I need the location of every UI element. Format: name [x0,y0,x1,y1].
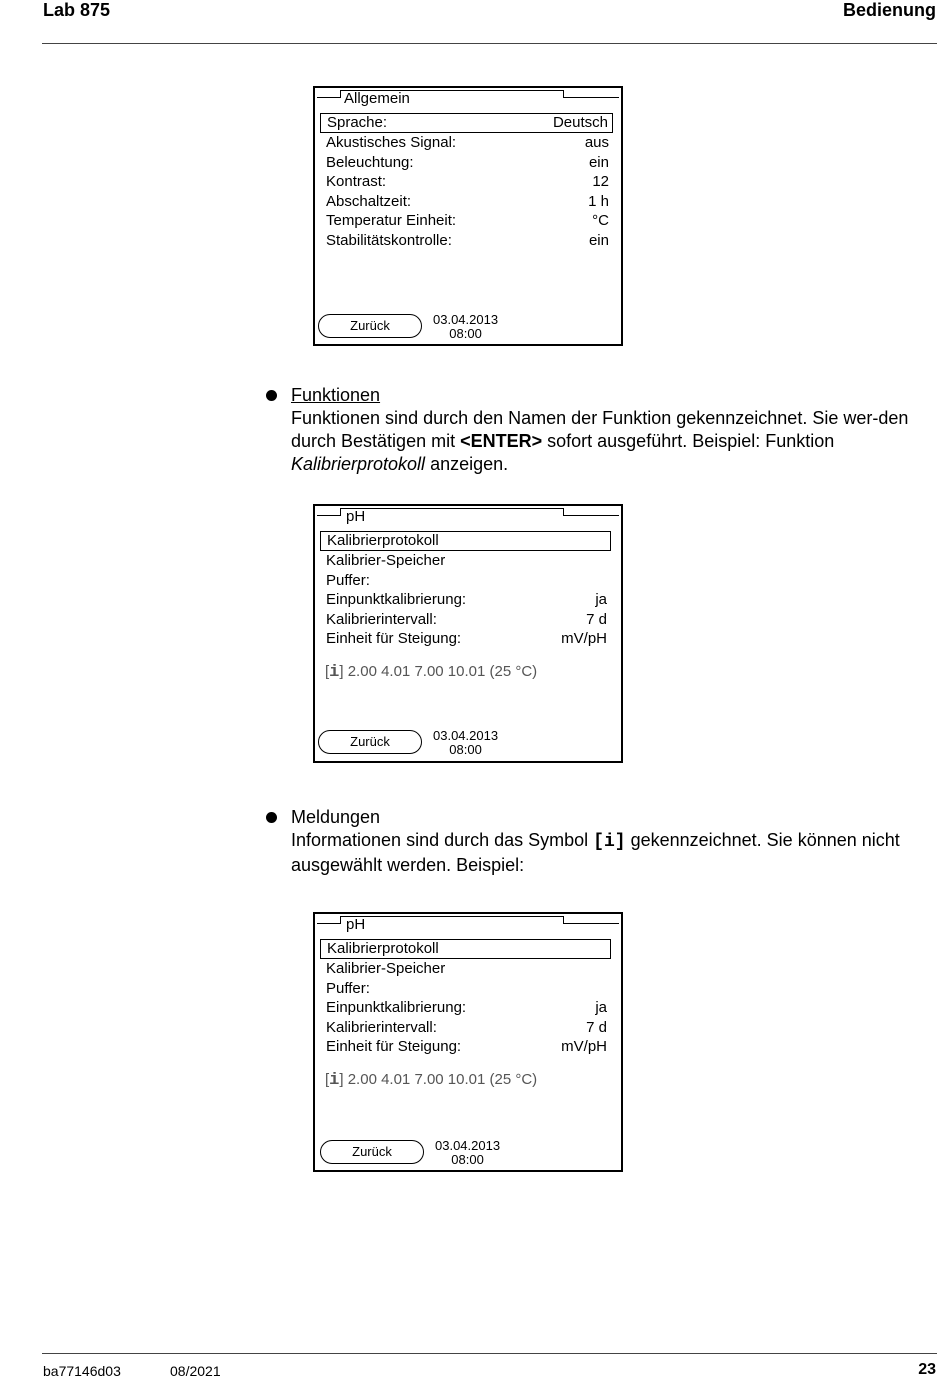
footer-divider [42,1353,937,1354]
menu-item-einheit-steigung[interactable]: Einheit für Steigung: mV/pH [326,1038,607,1055]
screen-ph-2 [313,912,623,1172]
date-text: 03.04.2013 [433,312,499,327]
bullet-icon [266,812,277,823]
menu-item-einpunktkalibrierung[interactable]: Einpunktkalibrierung: ja [326,999,607,1016]
datetime [433,729,498,757]
screen-title: Allgemein [344,90,410,107]
enter-key: <ENTER> [460,431,543,451]
ph-menu [320,939,611,1057]
info-message: [i] 2.00 4.01 7.00 10.01 (25 °C) [325,1071,538,1090]
menu-item-kalibrierprotokoll[interactable]: Kalibrierprotokoll [320,939,611,959]
info-message: [i] 2.00 4.01 7.00 10.01 (25 °C) [325,663,538,682]
menu-item-sprache[interactable]: Sprache: Deutsch [320,113,613,133]
menu-item-kalibrier-speicher[interactable]: Kalibrier-Speicher [326,552,446,569]
menu-item-kalibrierprotokoll[interactable]: Kalibrierprotokoll [320,531,611,551]
bullet-icon [266,390,277,401]
screen-title: pH [346,916,366,933]
menu-item-beleuchtung[interactable]: Beleuchtung: ein [326,153,609,171]
bullet-funktionen: Funktionen Funktionen sind durch den Namen der Funktion gekennzeichnet. Sie wer-den durch Bestätigen mit <ENTER> sofort ausgeführt. Beispiel: Funktion Kalibrierprotokoll anzeigen. [291,384,936,476]
datetime [435,1139,500,1167]
menu-item-puffer[interactable]: Puffer: [326,979,370,997]
menu-item-kalibrierintervall[interactable]: Kalibrierintervall: 7 d [326,1018,607,1036]
info-symbol: [i] [593,832,626,852]
bullet-meldungen: Meldungen Informationen sind durch das Symbol [i] gekennzeichnet. Sie können nicht ausgewählt werden. Beispiel: [291,806,936,877]
time-text: 08:00 [449,742,482,757]
menu-item-kontrast[interactable]: Kontrast: 12 [326,173,609,190]
footer-doc-id: ba77146d03 [43,1363,121,1379]
menu-item-stabilitaetskontrolle[interactable]: Stabilitätskontrolle: ein [326,231,609,249]
menu-item-akustisches-signal[interactable]: Akustisches Signal: aus [326,134,609,151]
screen-allgemein [313,86,623,346]
back-button[interactable]: Zurück [320,1140,424,1164]
time-text: 08:00 [449,326,482,341]
back-button[interactable]: Zurück [318,314,422,338]
date-text: 03.04.2013 [433,728,499,743]
bullet-title: Funktionen [291,385,381,405]
info-icon: i [329,663,340,682]
menu-item-einpunktkalibrierung[interactable]: Einpunktkalibrierung: ja [326,591,607,608]
menu-item-abschaltzeit[interactable]: Abschaltzeit: 1 h [326,192,609,210]
header-section: Bedienung [843,0,936,20]
settings-menu [320,113,613,250]
header-divider [42,43,937,44]
screen-ph-1 [313,504,623,763]
back-button[interactable]: Zurück [318,730,422,754]
datetime [433,313,498,341]
time-text: 08:00 [451,1152,484,1167]
bullet-title: Meldungen [291,807,381,827]
page-number: 23 [918,1361,936,1378]
menu-item-puffer[interactable]: Puffer: [326,571,370,589]
menu-item-kalibrier-speicher[interactable]: Kalibrier-Speicher [326,960,446,977]
ph-menu [320,531,611,649]
date-text: 03.04.2013 [435,1138,501,1153]
screen-title: pH [346,508,366,525]
menu-item-kalibrierintervall[interactable]: Kalibrierintervall: 7 d [326,610,607,628]
header-product: Lab 875 [43,0,111,20]
menu-item-einheit-steigung[interactable]: Einheit für Steigung: mV/pH [326,630,607,647]
menu-item-temperatur-einheit[interactable]: Temperatur Einheit: °C [326,212,609,229]
info-icon: i [329,1071,340,1090]
footer-date: 08/2021 [170,1363,221,1379]
